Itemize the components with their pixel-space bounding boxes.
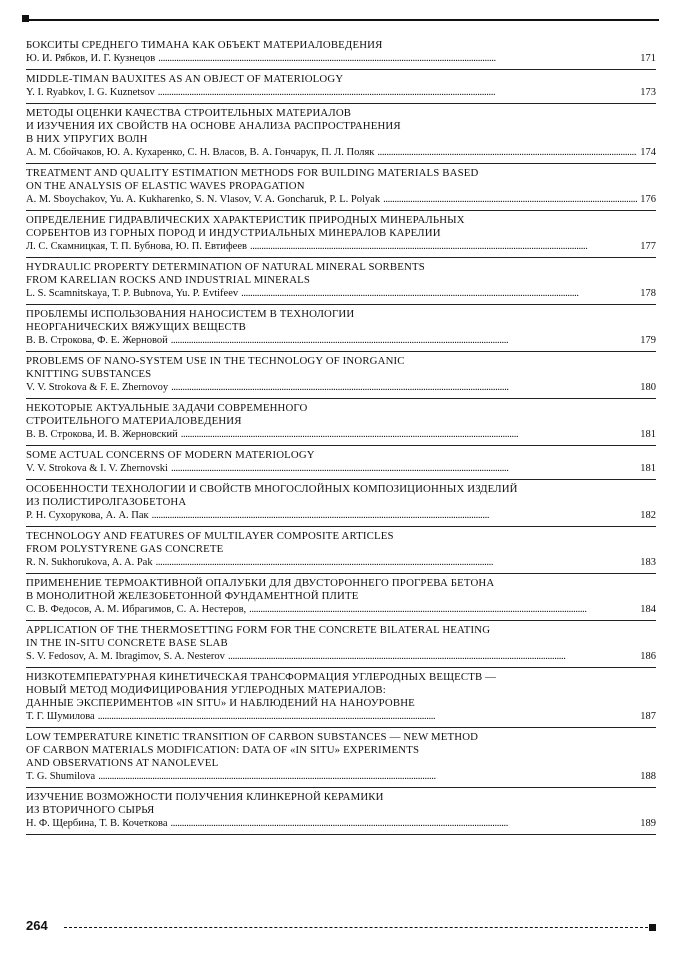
article-title-line: НОВЫЙ МЕТОД МОДИФИЦИРОВАНИЯ УГЛЕРОДНЫХ МАТЕРИАЛОВ: — [26, 684, 386, 696]
article-page-number: 176 — [640, 194, 656, 205]
footer-dashed-rule — [64, 927, 648, 928]
author-page-row — [26, 509, 656, 522]
article-title-line: ИЗ ПОЛИСТИРОЛГАЗОБЕТОНА — [26, 496, 187, 508]
toc-entry — [26, 527, 656, 574]
article-title-line: TECHNOLOGY AND FEATURES OF MULTILAYER COMPOSITE ARTICLES — [26, 530, 394, 542]
article-authors: L. S. Scamnitskaya, T. P. Bubnova, Yu. P. Evtifeev — [26, 288, 239, 299]
table-of-contents — [26, 36, 656, 835]
author-page-row — [26, 556, 656, 569]
article-authors: Ю. И. Рябков, И. Г. Кузнецов — [26, 53, 156, 64]
dot-leader — [171, 462, 637, 475]
toc-entry — [26, 480, 656, 527]
author-page-row — [26, 334, 656, 347]
article-title-line: ОПРЕДЕЛЕНИЕ ГИДРАВЛИЧЕСКИХ ХАРАКТЕРИСТИК ПРИРОДНЫХ МИНЕРАЛЬНЫХ — [26, 214, 465, 226]
article-page-number: 187 — [640, 711, 656, 722]
footer-square-mark — [649, 924, 656, 931]
article-title-line: LOW TEMPERATURE KINETIC TRANSITION OF CARBON SUBSTANCES — NEW METHOD — [26, 731, 479, 743]
article-authors: V. V. Strokova & F. E. Zhernovoy — [26, 382, 169, 393]
article-authors: V. V. Strokova & I. V. Zhernovski — [26, 463, 168, 474]
article-authors: Т. Г. Шумилова — [26, 711, 95, 722]
author-page-row — [26, 86, 656, 99]
article-title-line: В МОНОЛИТНОЙ ЖЕЛЕЗОБЕТОННОЙ ФУНДАМЕНТНОЙ ПЛИТЕ — [26, 590, 359, 602]
article-authors: В. В. Строкова, Ф. Е. Жерновой — [26, 335, 168, 346]
article-authors: Л. С. Скамницкая, Т. П. Бубнова, Ю. П. Евтифеев — [26, 241, 247, 252]
article-title-line: TREATMENT AND QUALITY ESTIMATION METHODS FOR BUILDING MATERIALS BASED — [26, 167, 479, 179]
toc-entry — [26, 728, 656, 788]
article-title-line: ИЗ ВТОРИЧНОГО СЫРЬЯ — [26, 804, 155, 816]
article-authors: R. N. Sukhorukova, A. A. Pak — [26, 557, 153, 568]
dot-leader — [228, 650, 637, 663]
article-page-number: 184 — [640, 604, 656, 615]
article-title-line: ПРОБЛЕМЫ ИСПОЛЬЗОВАНИЯ НАНОСИСТЕМ В ТЕХНОЛОГИИ — [26, 308, 355, 320]
article-page-number: 183 — [640, 557, 656, 568]
toc-entry — [26, 36, 656, 70]
article-title-line: НИЗКОТЕМПЕРАТУРНАЯ КИНЕТИЧЕСКАЯ ТРАНСФОРМАЦИЯ УГЛЕРОДНЫХ ВЕЩЕСТВ — — [26, 671, 497, 683]
article-page-number: 188 — [640, 771, 656, 782]
article-authors: Н. Ф. Щербина, Т. В. Кочеткова — [26, 818, 168, 829]
article-page-number: 182 — [640, 510, 656, 521]
author-page-row — [26, 287, 656, 300]
header-rule — [22, 19, 659, 21]
dot-leader — [171, 817, 638, 830]
toc-entry — [26, 258, 656, 305]
article-title-line: APPLICATION OF THE THERMOSETTING FORM FOR THE CONCRETE BILATERAL HEATING — [26, 624, 491, 636]
article-title-line: HYDRAULIC PROPERTY DETERMINATION OF NATURAL MINERAL SORBENTS — [26, 261, 425, 273]
article-page-number: 180 — [640, 382, 656, 393]
article-page-number: 179 — [640, 335, 656, 346]
toc-entry — [26, 446, 656, 480]
article-page-number: 186 — [640, 651, 656, 662]
dot-leader — [250, 240, 637, 253]
article-title-line: PROBLEMS OF NANO-SYSTEM USE IN THE TECHNOLOGY OF INORGANIC — [26, 355, 405, 367]
author-page-row — [26, 381, 656, 394]
article-title-line: KNITTING SUBSTANCES — [26, 368, 152, 380]
author-page-row — [26, 603, 656, 616]
article-title-line: ИЗУЧЕНИЕ ВОЗМОЖНОСТИ ПОЛУЧЕНИЯ КЛИНКЕРНОЙ КЕРАМИКИ — [26, 791, 384, 803]
article-title-line: ПРИМЕНЕНИЕ ТЕРМОАКТИВНОЙ ОПАЛУБКИ ДЛЯ ДВУСТОРОННЕГО ПРОГРЕВА БЕТОНА — [26, 577, 495, 589]
dot-leader — [152, 509, 638, 522]
article-authors: S. V. Fedosov, A. M. Ibragimov, S. A. Nesterov — [26, 651, 225, 662]
article-title-line: FROM POLYSTYRENE GAS CONCRETE — [26, 543, 224, 555]
dot-leader — [171, 334, 637, 347]
article-title-line: СТРОИТЕЛЬНОГО МАТЕРИАЛОВЕДЕНИЯ — [26, 415, 242, 427]
article-title-line: НЕКОТОРЫЕ АКТУАЛЬНЫЕ ЗАДАЧИ СОВРЕМЕННОГО — [26, 402, 308, 414]
dot-leader — [241, 287, 637, 300]
article-title-line: ON THE ANALYSIS OF ELASTIC WAVES PROPAGATION — [26, 180, 305, 192]
article-title-line: FROM KARELIAN ROCKS AND INDUSTRIAL MINERALS — [26, 274, 311, 286]
author-page-row — [26, 428, 656, 441]
dot-leader — [181, 428, 637, 441]
article-page-number: 174 — [640, 147, 656, 158]
dot-leader — [158, 52, 637, 65]
article-page-number: 189 — [640, 818, 656, 829]
dot-leader — [98, 770, 637, 783]
author-page-row — [26, 770, 656, 783]
article-authors: С. В. Федосов, А. М. Ибрагимов, С. А. Нестеров, — [26, 604, 247, 615]
article-title-line: СОРБЕНТОВ ИЗ ГОРНЫХ ПОРОД И ИНДУСТРИАЛЬНЫХ МИНЕРАЛОВ КАРЕЛИИ — [26, 227, 441, 239]
article-title-line: ДАННЫЕ ЭКСПЕРИМЕНТОВ «IN SITU» И НАБЛЮДЕНИЙ НА НАНОУРОВНЕ — [26, 697, 415, 709]
page-footer — [26, 918, 656, 934]
author-page-row — [26, 193, 656, 206]
article-page-number: 178 — [640, 288, 656, 299]
toc-entry — [26, 668, 656, 728]
dot-leader — [158, 86, 637, 99]
author-page-row — [26, 52, 656, 65]
dot-leader — [383, 193, 637, 206]
article-page-number: 181 — [640, 429, 656, 440]
dot-leader — [156, 556, 638, 569]
toc-entry — [26, 70, 656, 104]
article-title-line: В НИХ УПРУГИХ ВОЛН — [26, 133, 148, 145]
article-page-number: 171 — [640, 53, 656, 64]
article-title-line: И ИЗУЧЕНИЯ ИХ СВОЙСТВ НА ОСНОВЕ АНАЛИЗА РАСПРОСТРАНЕНИЯ — [26, 120, 401, 132]
author-page-row — [26, 462, 656, 475]
dot-leader — [98, 710, 638, 723]
article-page-number: 181 — [640, 463, 656, 474]
author-page-row — [26, 817, 656, 830]
toc-entry — [26, 788, 656, 835]
article-authors: А. М. Сбойчаков, Ю. А. Кухаренко, С. Н. Власов, В. А. Гончарук, П. Л. Поляк — [26, 147, 375, 158]
article-title-line: ОСОБЕННОСТИ ТЕХНОЛОГИИ И СВОЙСТВ МНОГОСЛОЙНЫХ КОМПОЗИЦИОННЫХ ИЗДЕЛИЙ — [26, 483, 518, 495]
article-title-line: OF CARBON MATERIALS MODIFICATION: DATA OF «IN SITU» EXPERIMENTS — [26, 744, 420, 756]
toc-entry — [26, 352, 656, 399]
article-authors: A. M. Sboychakov, Yu. A. Kukharenko, S. N. Vlasov, V. A. Goncharuk, P. L. Polyak — [26, 194, 381, 205]
article-authors: Р. Н. Сухорукова, А. А. Пак — [26, 510, 149, 521]
toc-entry — [26, 164, 656, 211]
toc-entry — [26, 574, 656, 621]
article-title-line: НЕОРГАНИЧЕСКИХ ВЯЖУЩИХ ВЕЩЕСТВ — [26, 321, 246, 333]
page-number: 264 — [26, 918, 48, 933]
article-authors: Y. I. Ryabkov, I. G. Kuznetsov — [26, 87, 155, 98]
article-authors: В. В. Строкова, И. В. Жерновский — [26, 429, 178, 440]
author-page-row — [26, 650, 656, 663]
article-page-number: 177 — [640, 241, 656, 252]
article-page-number: 173 — [640, 87, 656, 98]
toc-entry — [26, 621, 656, 668]
dot-leader — [377, 146, 637, 159]
toc-entry — [26, 104, 656, 164]
author-page-row — [26, 710, 656, 723]
dot-leader — [171, 381, 637, 394]
article-title-line: МЕТОДЫ ОЦЕНКИ КАЧЕСТВА СТРОИТЕЛЬНЫХ МАТЕРИАЛОВ — [26, 107, 352, 119]
toc-entry — [26, 211, 656, 258]
dot-leader — [249, 603, 637, 616]
article-authors: T. G. Shumilova — [26, 771, 96, 782]
author-page-row — [26, 240, 656, 253]
article-title-line: AND OBSERVATIONS AT NANOLEVEL — [26, 757, 219, 769]
author-page-row — [26, 146, 656, 159]
article-title-line: SOME ACTUAL CONCERNS OF MODERN MATERIOLOGY — [26, 449, 315, 461]
article-title-line: БОКСИТЫ СРЕДНЕГО ТИМАНА КАК ОБЪЕКТ МАТЕРИАЛОВЕДЕНИЯ — [26, 39, 383, 51]
toc-entry — [26, 305, 656, 352]
article-title-line: IN THE IN-SITU CONCRETE BASE SLAB — [26, 637, 228, 649]
toc-entry — [26, 399, 656, 446]
article-title-line: MIDDLE-TIMAN BAUXITES AS AN OBJECT OF MATERIOLOGY — [26, 73, 344, 85]
